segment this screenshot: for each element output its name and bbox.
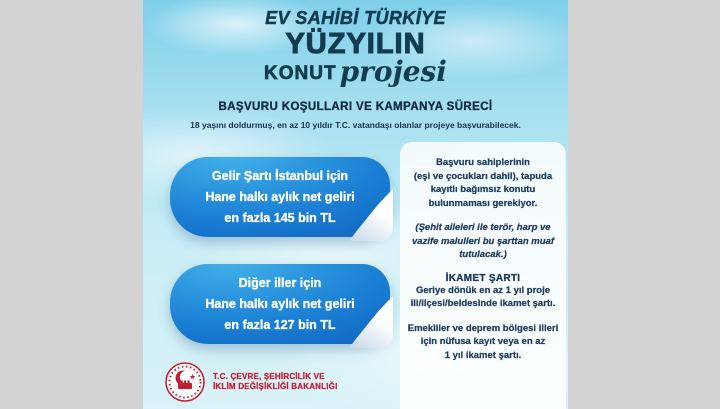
title-konut: KONUT	[264, 63, 337, 84]
title-kicker: EV SAHİBİ TÜRKİYE	[265, 8, 446, 28]
ownership-paragraph: Başvuru sahiplerinin (eşi ve çocukları dahil), tapuda kayıtlı bağımsız konutu bulunmaması gerekiyor.	[413, 157, 553, 209]
section-subheading: 18 yaşını doldurmuş, en az 10 yıldır T.C. vatandaşı olanlar projeye başvurabilecek.	[190, 120, 521, 130]
title-main: YÜZYILIN	[285, 28, 426, 60]
title-subrow	[143, 55, 568, 92]
exemption-note: (Şehit aileleri ile terör, harp ve vazife malulleri bu şarttan muaf tutulacak.)	[411, 222, 554, 260]
page-curl-icon	[349, 189, 393, 241]
section-heading: BAŞVURU KOŞULLARI VE KAMPANYA SÜRECİ	[218, 101, 493, 113]
poster-canvas	[143, 0, 568, 409]
poster-title	[143, 8, 568, 92]
ministry-footer	[164, 361, 338, 403]
page-curl-icon	[349, 296, 393, 348]
conditions-panel	[400, 142, 566, 409]
ministry-name: T.C. ÇEVRE, ŞEHİRCİLİK VE İKLİM DEĞİŞİKLİĞİ BAKANLIĞI	[213, 371, 338, 391]
letterbox-right	[568, 0, 720, 409]
ministry-seal-icon	[164, 361, 206, 403]
income-card-istanbul	[170, 157, 390, 237]
residence-heading: İKAMET ŞARTI	[445, 272, 521, 284]
card-line: Hane halkı aylık net geliri	[205, 189, 355, 204]
card-amount: en fazla 145 bin TL	[224, 210, 336, 225]
residence-exception: Emekliler ve deprem bölgesi illeri için nüfusa kayıt veya en az 1 yıl ikamet şartı.	[407, 322, 559, 361]
letterbox-left	[0, 0, 143, 409]
title-projesi-script: projesi	[339, 55, 447, 88]
card-title: Gelir Şartı İstanbul için	[211, 168, 349, 183]
residence-rule: Geriye dönük en az 1 yıl proje ili/ilçesi/beldesinde ikamet şartı.	[410, 284, 556, 309]
card-line: Hane halkı aylık net geliri	[205, 296, 355, 311]
card-title: Diğer iller için	[238, 275, 322, 290]
card-amount: en fazla 127 bin TL	[224, 317, 336, 332]
income-card-other-provinces	[170, 264, 390, 344]
